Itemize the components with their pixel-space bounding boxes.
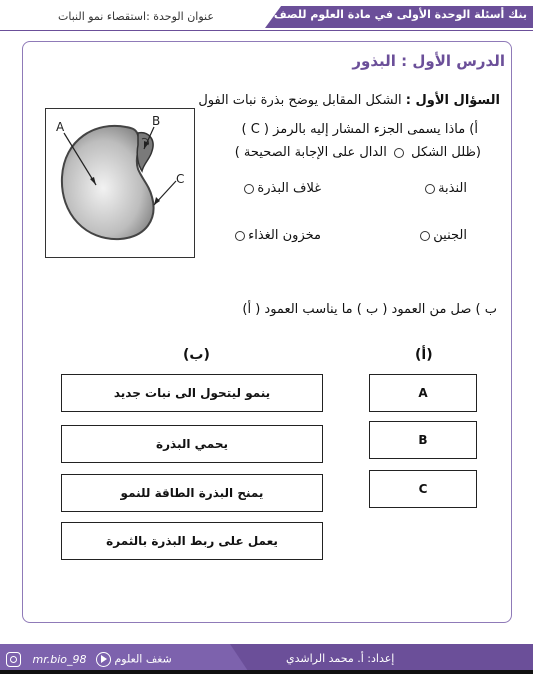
header-title: بنك أسئلة الوحدة الأولى في مادة العلوم للصف الخامس bbox=[227, 8, 527, 21]
arrow-c-head bbox=[154, 197, 160, 205]
option-seed-coat[interactable] bbox=[241, 181, 321, 196]
column-b-header: (ب) bbox=[183, 347, 210, 363]
lesson-title: الدرس الأول : البذور bbox=[352, 52, 505, 70]
option-label: النذبة bbox=[438, 181, 467, 196]
option-label: غلاف البذرة bbox=[257, 181, 321, 196]
question-1-text: الشكل المقابل يوضح بذرة نبات الفول bbox=[198, 93, 402, 108]
unit-label: عنوان الوحدة :استقصاء نمو النبات bbox=[58, 10, 214, 23]
label-c: C bbox=[176, 172, 185, 186]
instagram-icon bbox=[6, 652, 21, 667]
bottom-edge bbox=[0, 670, 533, 674]
column-b-item[interactable]: ينمو ليتحول الى نبات جديد bbox=[61, 374, 323, 412]
column-b-item[interactable]: يحمي البذرة bbox=[61, 425, 323, 463]
question-1-label: السؤال الأول : bbox=[405, 93, 500, 108]
header-divider bbox=[0, 30, 533, 31]
youtube-play-icon bbox=[96, 652, 111, 667]
radio-icon[interactable] bbox=[420, 231, 430, 241]
instruction-close: الدال على الإجابة الصحيحة ) bbox=[234, 145, 387, 160]
header bbox=[0, 0, 533, 34]
column-a-item[interactable]: C bbox=[369, 470, 477, 508]
option-label: الجنين bbox=[433, 228, 467, 243]
column-a-header: (أ) bbox=[415, 347, 433, 363]
instagram-handle: mr.bio_98 bbox=[32, 652, 87, 666]
radio-icon[interactable] bbox=[235, 231, 245, 241]
label-a: A bbox=[56, 120, 65, 134]
option-food-store[interactable] bbox=[232, 228, 321, 243]
channel-name: شغف العلوم bbox=[114, 652, 172, 666]
column-b-item[interactable]: يمنح البذرة الطاقة للنمو bbox=[61, 474, 323, 512]
column-a-item[interactable]: A bbox=[369, 374, 477, 412]
question-1-sub: أ) ماذا يسمى الجزء المشار إليه بالرمز ( C ) bbox=[241, 122, 478, 137]
bean-seed-diagram bbox=[46, 109, 194, 257]
column-a-item[interactable]: B bbox=[369, 421, 477, 459]
question-2: ب ) صل من العمود ( ب ) ما يناسب العمود ( أ) bbox=[242, 302, 497, 317]
footer-channel bbox=[96, 652, 172, 667]
radio-sample-icon bbox=[394, 148, 404, 158]
instruction-open: (ظلل الشكل bbox=[411, 145, 481, 160]
question-1 bbox=[198, 93, 500, 108]
bean-seed-figure bbox=[45, 108, 195, 258]
footer-instagram bbox=[6, 652, 87, 667]
radio-icon[interactable] bbox=[244, 184, 254, 194]
radio-icon[interactable] bbox=[425, 184, 435, 194]
label-b: B bbox=[152, 114, 161, 128]
option-label: مخزون الغذاء bbox=[248, 228, 321, 243]
option-embryo[interactable] bbox=[417, 228, 467, 243]
question-1-instruction bbox=[235, 145, 481, 160]
option-nadba[interactable] bbox=[422, 181, 467, 196]
column-b-item[interactable]: يعمل على ربط البذرة بالثمرة bbox=[61, 522, 323, 560]
footer-author: إعداد: أ. محمد الراشدي bbox=[286, 652, 395, 665]
